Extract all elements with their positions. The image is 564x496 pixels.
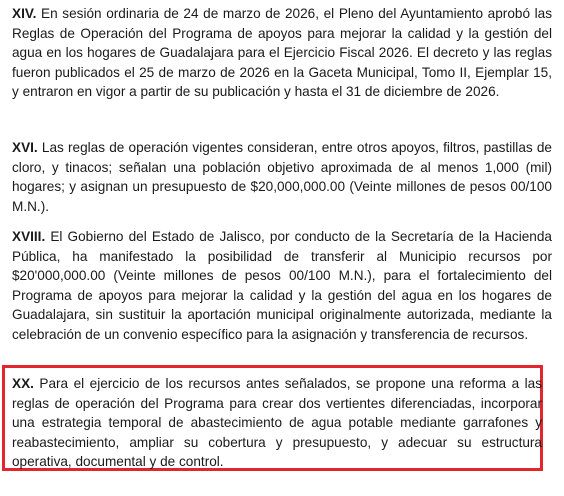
paragraph-numeral: XIV. (12, 6, 37, 21)
paragraph-numeral: XX. (12, 376, 34, 391)
paragraph-xx (12, 374, 542, 472)
paragraph-text: El Gobierno del Estado de Jalisco, por conducto de la Secretaría de la Hacienda Pública, ha manifestado la posibilidad de transferir al Municipio recursos por $20'000,000.00 (Veinte millones de pesos 00/100 M.N.), para el fortalecimiento del Programa de apoyos para mejorar la calidad y la gestión del agua en los hogares de Guadalajara, sin sustituir la aportación municipal originalmente autorizada, mediante la celebración de un convenio específico para la asignación y transferencia de recursos. (12, 229, 552, 342)
paragraph-xiv (12, 4, 552, 102)
paragraph-xviii (12, 227, 552, 344)
paragraph-text: En sesión ordinaria de 24 de marzo de 2026, el Pleno del Ayuntamiento aprobó las Reglas de Operación del Programa de apoyos para mejorar la calidad y la gestión del agua en los hogares de Guadalajara para el Ejercicio Fiscal 2026. El decreto y las reglas fueron publicados el 25 de marzo de 2026 en la Gaceta Municipal, Tomo II, Ejemplar 15, y entraron en vigor a partir de su publicación y hasta el 31 de diciembre de 2026. (12, 6, 552, 99)
paragraph-xvi (12, 138, 552, 216)
paragraph-numeral: XVI. (12, 140, 38, 155)
paragraph-numeral: XVIII. (12, 229, 46, 244)
paragraph-text: Para el ejercicio de los recursos antes señalados, se propone una reforma a las reglas de operación del Programa para crear dos vertientes diferenciadas, incorporar una estrategia temporal de abastecimiento de agua potable mediante garrafones y reabastecimiento, ampliar su cobertura y presupuesto, y adecuar su estructura operativa, documental y de control. (12, 376, 542, 469)
paragraph-text: Las reglas de operación vigentes consideran, entre otros apoyos, filtros, pastillas de cloro, y tinacos; señalan una población objetivo aproximada de al menos 1,000 (mil) hogares; y asignan un presupuesto de $20,000,000.00 (Veinte millones de pesos 00/100 M.N.). (12, 140, 552, 214)
